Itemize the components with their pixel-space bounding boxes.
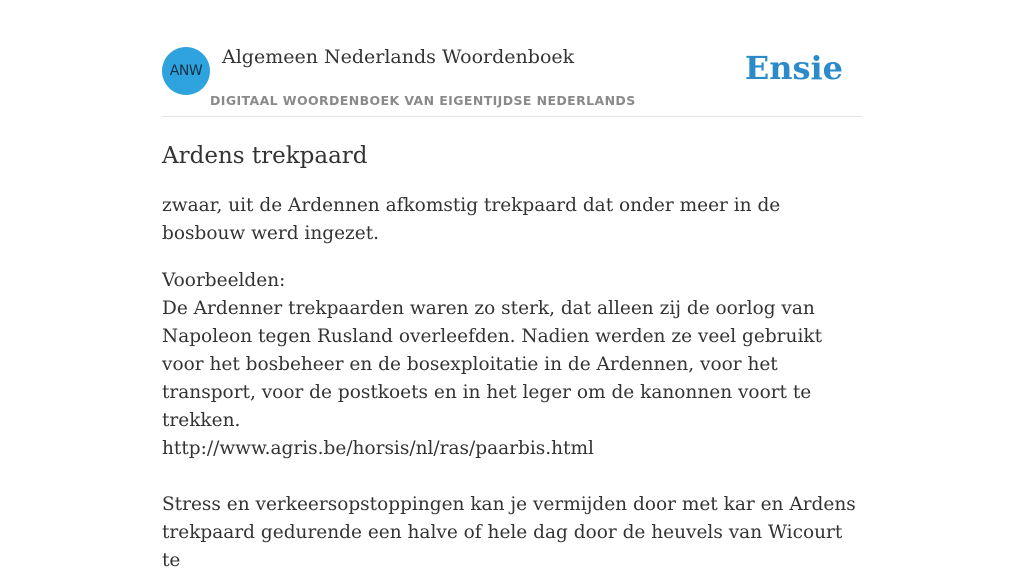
entry-content bbox=[162, 142, 862, 575]
page bbox=[162, 0, 862, 575]
site-subtitle: DIGITAAL WOORDENBOEK VAN EIGENTIJDSE NEDERLANDS bbox=[210, 93, 636, 108]
example-separator bbox=[162, 463, 862, 491]
examples-label: Voorbeelden: bbox=[162, 270, 286, 291]
entry-definition: zwaar, uit de Ardennen afkomstig trekpaard dat onder meer in de bosbouw werd ingezet. bbox=[162, 195, 781, 244]
example-text: Stress en verkeersopstoppingen kan je vermijden door met kar en Ardens trekpaard gedurende een halve of hele dag door de heuvels van Wicourt te bbox=[162, 494, 856, 571]
entry-headword: Ardens trekpaard bbox=[162, 143, 368, 169]
site-title[interactable]: Algemeen Nederlands Woordenboek bbox=[222, 46, 575, 68]
example-text: De Ardenner trekpaarden waren zo sterk, dat alleen zij de oorlog van Napoleon tegen Rusland overleefden. Nadien werden ze veel gebruikt voor het bosbeheer en de bosexploitatie in de Ardennen, voor het transport, voor de postkoets en in het leger om de kanonnen voort te trekken. bbox=[162, 298, 823, 431]
examples-section bbox=[162, 267, 862, 575]
anw-logo[interactable]: ANW bbox=[162, 47, 210, 95]
example-source: http://www.agris.be/horsis/nl/ras/paarbis.html bbox=[162, 438, 594, 459]
site-header bbox=[162, 0, 862, 117]
ensie-brand-logo[interactable]: Ensie bbox=[744, 49, 843, 87]
